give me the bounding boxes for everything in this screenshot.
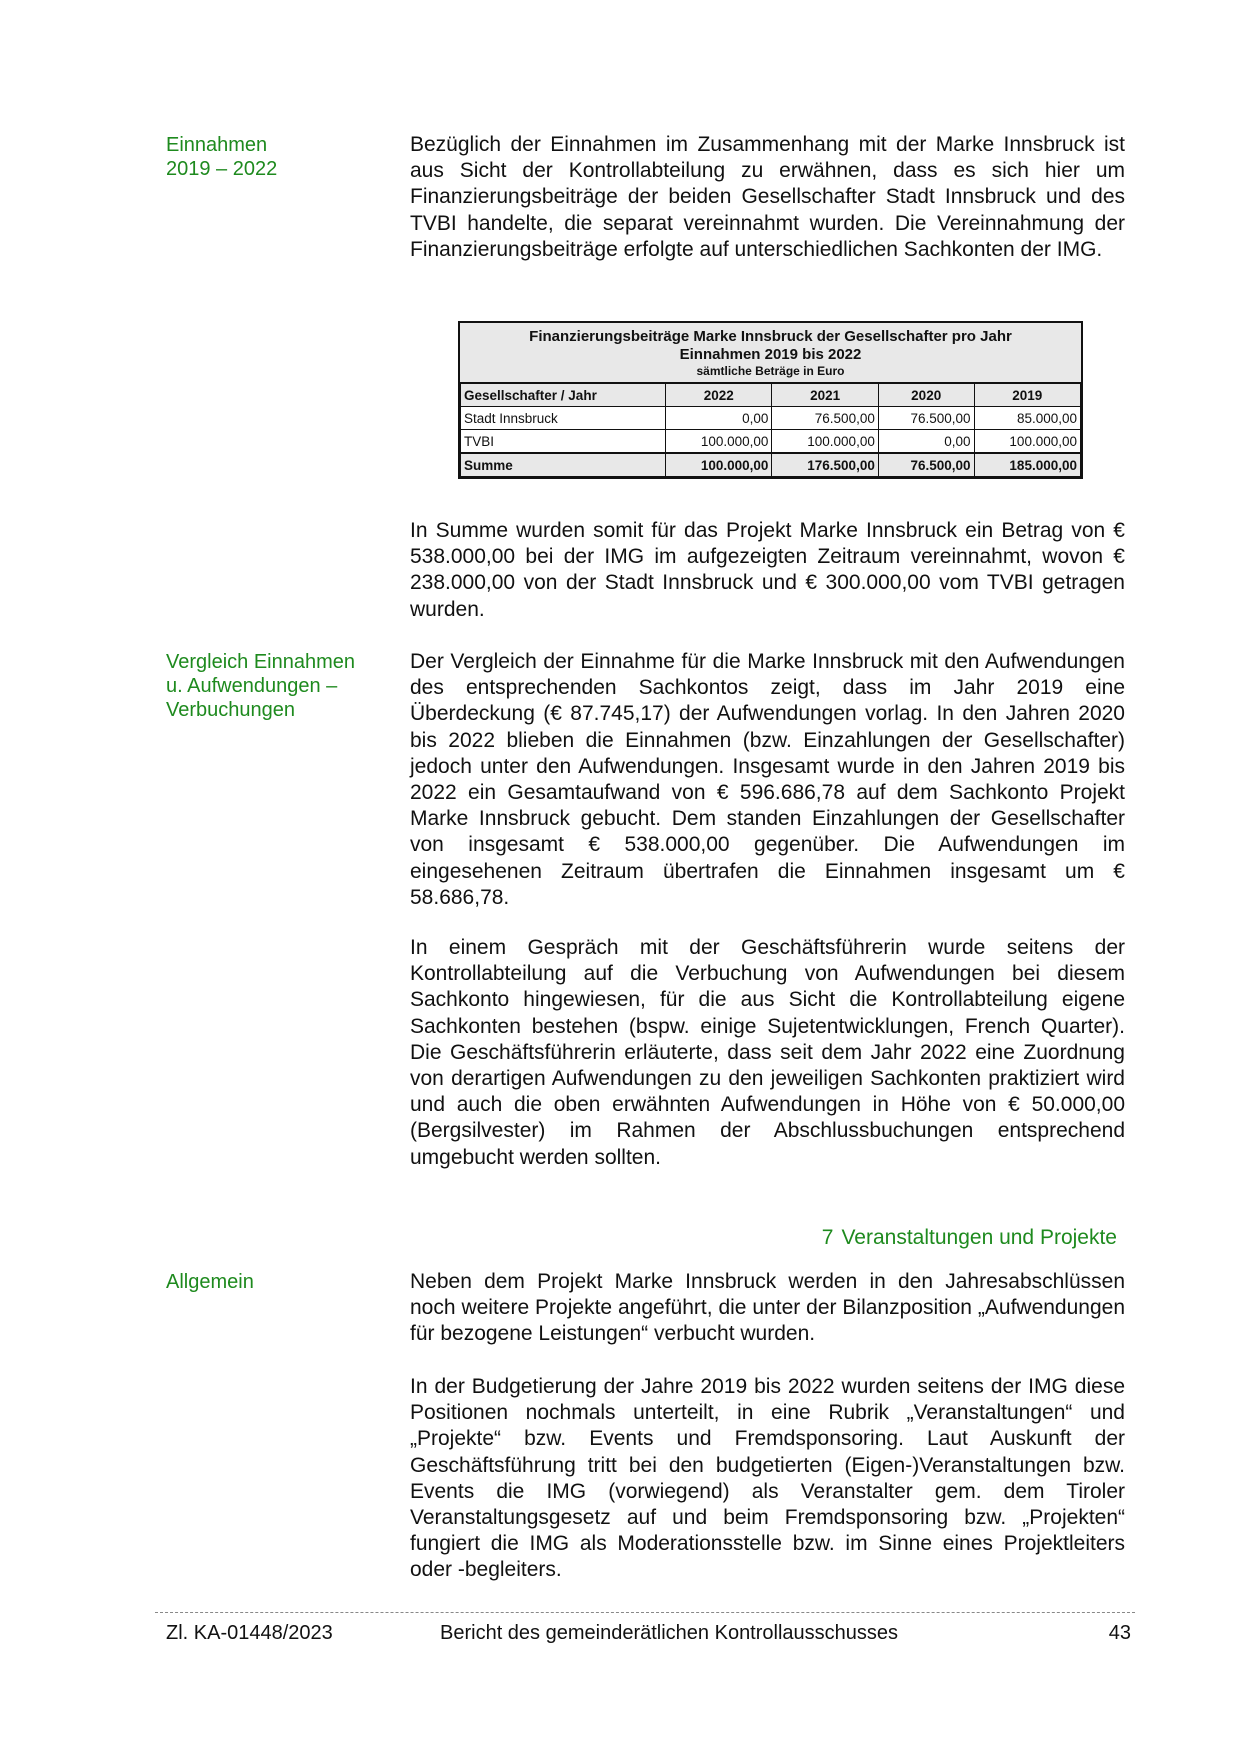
margin-label-line: Allgemein: [166, 1271, 254, 1293]
column-header-year: 2019: [974, 384, 1080, 407]
table-note: sämtliche Beträge in Euro: [696, 364, 845, 378]
heading-number: 7: [821, 1226, 834, 1249]
paragraph-einnahmen: [410, 132, 1125, 263]
sum-cell: 76.500,00: [878, 453, 974, 477]
margin-label-line: Einnahmen: [166, 134, 268, 156]
sum-cell: 185.000,00: [974, 453, 1080, 477]
sum-cell: 100.000,00: [666, 453, 772, 477]
paragraph-text: In der Budgetierung der Jahre 2019 bis 2022 wurden seitens der IMG diese Positionen nochmals unterteilt, in eine Rubrik „Veranstaltungen“ und „Projekte“ bzw. Events und Fremdsponsoring. Laut Auskunft der Geschäftsführung tritt bei den budgetierten (Eigen-)Veranstaltungen bzw. Events die IMG (vorwiegend) als Veranstalter gem. dem Tiroler Veranstaltungsgesetz auf und beim Fremdsponsoring bzw. „Projekten“ fungiert die IMG als Moderationsstelle bzw. im Sinne eines Projektleiters oder -begleiters.: [410, 1375, 1125, 1582]
paragraph-text: In Summe wurden somit für das Projekt Marke Innsbruck ein Betrag von € 538.000,00 bei der IMG im aufgezeigten Zeitraum vereinnahmt, wovon € 238.000,00 von der Stadt Innsbruck und € 300.000,00 vom TVBI getragen wurden.: [410, 519, 1125, 621]
table-cell: 76.500,00: [772, 407, 878, 430]
financing-table: [458, 321, 1083, 479]
table-cell: 76.500,00: [878, 407, 974, 430]
margin-label-vergleich: [166, 650, 355, 722]
table-title: Finanzierungsbeiträge Marke Innsbruck der Gesellschafter pro Jahr: [529, 328, 1012, 345]
margin-label-line: Vergleich Einnahmen: [166, 651, 356, 673]
paragraph-summe: [410, 518, 1125, 623]
table-row: [461, 407, 1081, 430]
table-cell: 85.000,00: [974, 407, 1080, 430]
table-cell: 100.000,00: [666, 430, 772, 454]
table-cell: 0,00: [666, 407, 772, 430]
table-header-row: [461, 384, 1081, 407]
margin-label-line: 2019 – 2022: [166, 158, 278, 180]
page-number: 43: [1108, 1622, 1131, 1644]
table-header-block: [460, 323, 1081, 383]
row-label: Stadt Innsbruck: [461, 407, 666, 430]
column-header-year: 2021: [772, 384, 878, 407]
footer-title: Bericht des gemeinderätlichen Kontrollausschusses: [440, 1622, 899, 1644]
paragraph-text: In einem Gespräch mit der Geschäftsführerin wurde seitens der Kontrollabteilung auf die Verbuchung von Aufwendungen bei diesem Sachkonto hingewiesen, für die aus Sicht die Kontrollabteilung eigene Sachkonten bestehen (bspw. einige Sujetentwicklungen, French Quarter). Die Geschäftsführerin erläuterte, dass seit dem Jahr 2022 eine Zuordnung von derartigen Aufwendungen zu den jeweiligen Sachkonten praktiziert wird und auch die oben erwähnten Aufwendungen in Höhe von € 50.000,00 (Bergsilvester) im Rahmen der Abschlussbuchungen entsprechend umgebucht werden sollten.: [410, 936, 1125, 1169]
table-grid: [460, 383, 1081, 477]
column-header-year: 2020: [878, 384, 974, 407]
sum-cell: 176.500,00: [772, 453, 878, 477]
table-sum-row: [461, 453, 1081, 477]
margin-label-allgemein: [166, 1270, 254, 1294]
footer-divider: [155, 1612, 1135, 1613]
section-heading: [822, 1225, 1125, 1251]
table-row: [461, 430, 1081, 454]
paragraph-gespraech: [410, 935, 1125, 1171]
row-label: TVBI: [461, 430, 666, 454]
margin-label-line: Verbuchungen: [166, 699, 296, 721]
paragraph-text: Bezüglich der Einnahmen im Zusammenhang mit der Marke Innsbruck ist aus Sicht der Kontrollabteilung zu erwähnen, dass es sich hier um Finanzierungsbeiträge der beiden Gesellschafter Stadt Innsbruck und des TVBI handelte, die separat vereinnahmt wurden. Die Vereinnahmung der Finanzierungsbeiträge erfolgte auf unterschiedlichen Sachkonten der IMG.: [410, 133, 1125, 261]
table-cell: 100.000,00: [772, 430, 878, 454]
paragraph-vergleich: [410, 649, 1125, 911]
footer-reference: Zl. KA-01448/2023: [166, 1622, 333, 1644]
paragraph-allgemein: [410, 1269, 1125, 1348]
table-subtitle: Einnahmen 2019 bis 2022: [679, 346, 862, 363]
paragraph-text: Neben dem Projekt Marke Innsbruck werden in den Jahresabschlüssen noch weitere Projekte angeführt, die unter der Bilanzposition „Aufwendungen für bezogene Leistungen“ verbucht wurden.: [410, 1270, 1125, 1346]
paragraph-text: Der Vergleich der Einnahme für die Marke Innsbruck mit den Aufwendungen des entsprechenden Sachkontos zeigt, dass im Jahr 2019 eine Überdeckung (€ 87.745,17) der Aufwendungen vorlag. In den Jahren 2020 bis 2022 blieben die Einnahmen (bzw. Einzahlungen der Gesellschafter) jedoch unter den Aufwendungen. Insgesamt wurde in den Jahren 2019 bis 2022 ein Gesamtaufwand von € 596.686,78 auf dem Sachkonto Projekt Marke Innsbruck gebucht. Dem standen Einzahlungen der Gesellschafter von insgesamt € 538.000,00 gegenüber. Die Aufwendungen im eingesehenen Zeitraum übertrafen die Einnahmen insgesamt um € 58.686,78.: [410, 650, 1125, 909]
table-cell: 0,00: [878, 430, 974, 454]
paragraph-budgetierung: [410, 1374, 1125, 1584]
column-header-year: 2022: [666, 384, 772, 407]
margin-label-einnahmen: [166, 133, 277, 181]
column-header-label: Gesellschafter / Jahr: [461, 384, 666, 407]
heading-title: Veranstaltungen und Projekte: [841, 1226, 1117, 1249]
margin-label-line: u. Aufwendungen –: [166, 675, 338, 697]
sum-label: Summe: [461, 453, 666, 477]
table-cell: 100.000,00: [974, 430, 1080, 454]
